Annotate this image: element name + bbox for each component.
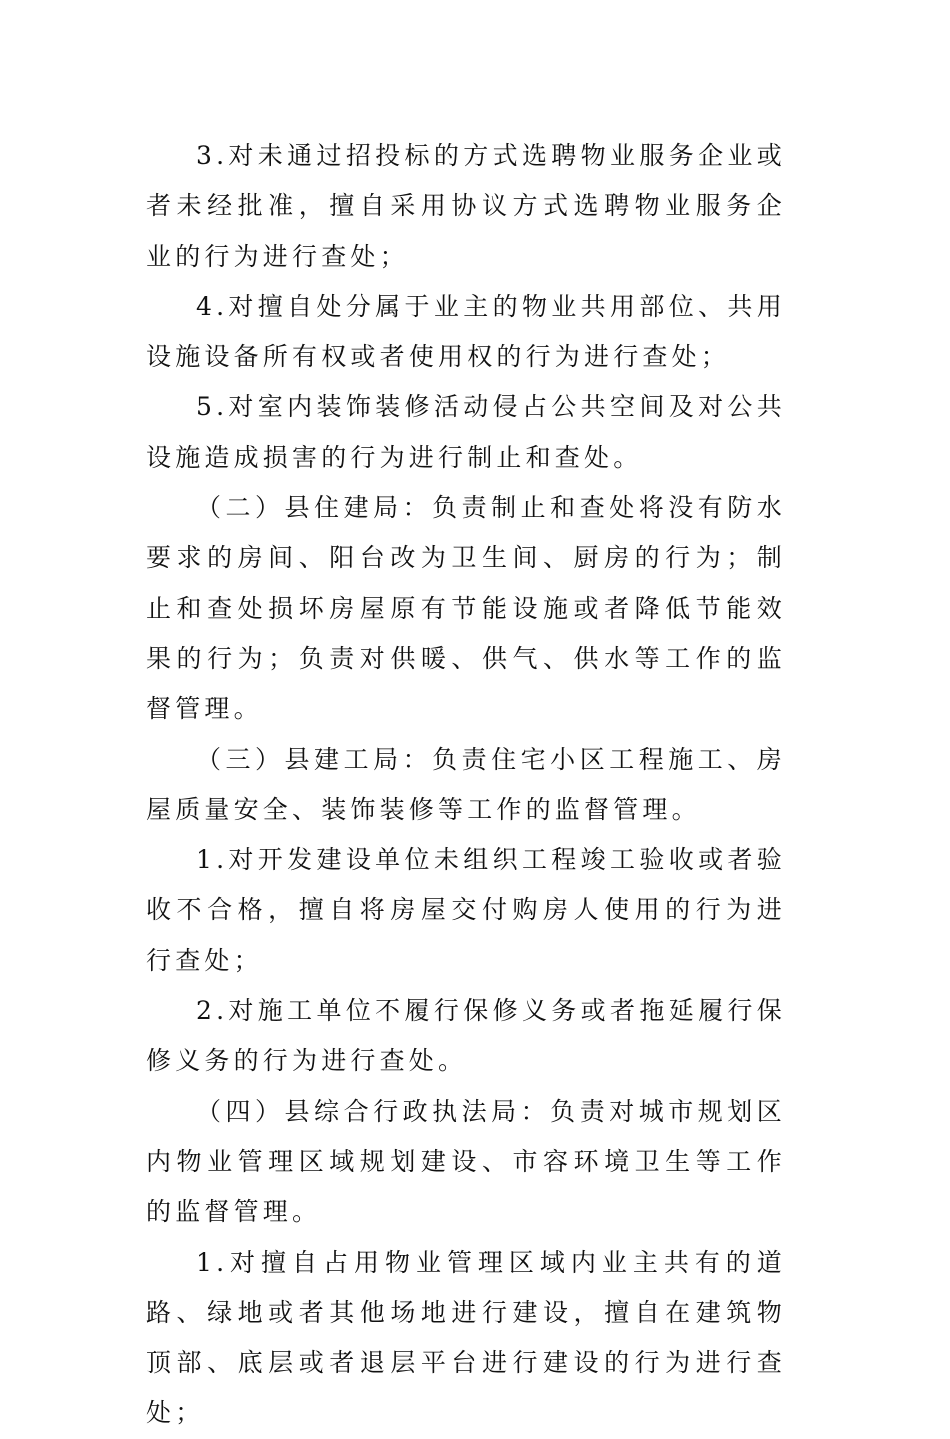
paragraph-section-4: （四）县综合行政执法局：负责对城市规划区内物业管理区域规划建设、市容环境卫生等工作的监督管理。 xyxy=(146,1096,786,1227)
paragraph-item-5: 5.对室内装饰装修活动侵占公共空间及对公共设施造成损害的行为进行制止和查处。 xyxy=(146,392,786,472)
paragraph-section-3-item-2: 2.对施工单位不履行保修义务或者拖延履行保修义务的行为进行查处。 xyxy=(146,996,786,1076)
document-body xyxy=(146,131,786,1439)
paragraph-section-2: （二）县住建局：负责制止和查处将没有防水要求的房间、阳台改为卫生间、厨房的行为；制止和查处损坏房屋原有节能设施或者降低节能效果的行为；负责对供暖、供气、供水等工作的监督管理。 xyxy=(146,493,786,724)
paragraph-item-3: 3.对未通过招投标的方式选聘物业服务企业或者未经批准，擅自采用协议方式选聘物业服务企业的行为进行查处； xyxy=(146,141,786,271)
paragraph-section-3-item-1: 1.对开发建设单位未组织工程竣工验收或者验收不合格，擅自将房屋交付购房人使用的行为进行查处； xyxy=(146,845,786,975)
paragraph-section-3: （三）县建工局：负责住宅小区工程施工、房屋质量安全、装饰装修等工作的监督管理。 xyxy=(146,744,786,824)
paragraph-section-4-item-1: 1.对擅自占用物业管理区域内业主共有的道路、绿地或者其他场地进行建设，擅自在建筑物顶部、底层或者退层平台进行建设的行为进行查处； xyxy=(146,1247,786,1428)
paragraph-item-4: 4.对擅自处分属于业主的物业共用部位、共用设施设备所有权或者使用权的行为进行查处； xyxy=(146,291,786,372)
